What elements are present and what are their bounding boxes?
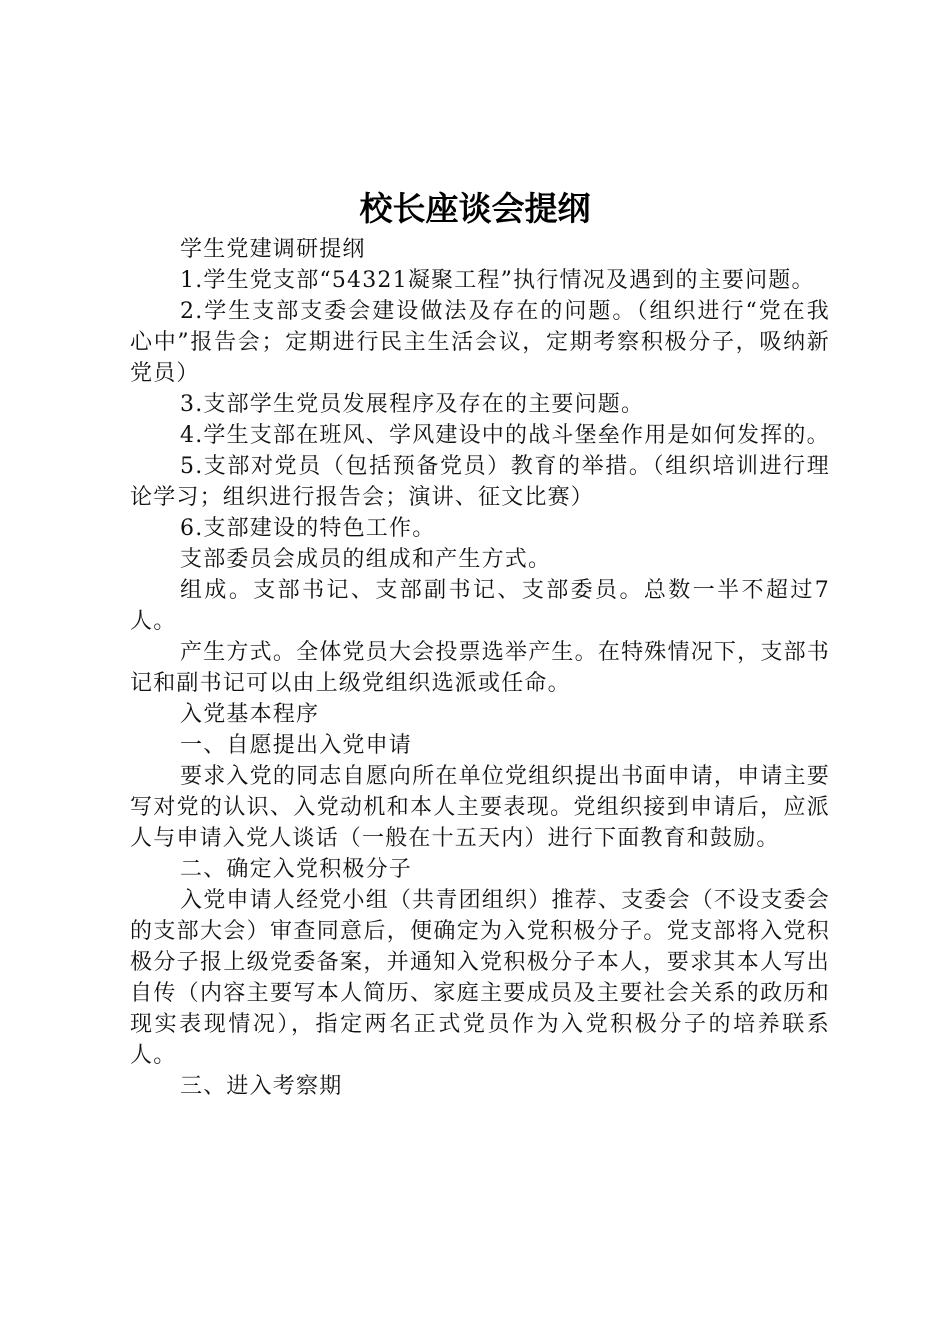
paragraph: 5.支部对党员（包括预备党员）教育的举措。（组织培训进行理论学习；组织进行报告会；演讲、征文比赛） [130,454,830,510]
paragraph: 产生方式。全体党员大会投票选举产生。在特殊情况下，支部书记和副书记可以由上级党组织选派或任命。 [130,640,830,696]
paragraph: 支部委员会成员的组成和产生方式。 [180,547,552,572]
paragraph: 3.支部学生党员发展程序及存在的主要问题。 [180,392,645,417]
paragraph: 2.学生支部支委会建设做法及存在的问题。（组织进行“党在我心中”报告会；定期进行民主生活会议，定期考察积极分子，吸纳新党员） [130,299,830,386]
document-title: 校长座谈会提纲 [359,189,591,228]
paragraph: 入党基本程序 [180,702,320,727]
paragraph: 学生党建调研提纲 [180,237,366,262]
paragraph: 1.学生党支部“54321凝聚工程”执行情况及遇到的主要问题。 [180,268,815,293]
paragraph: 一、自愿提出入党申请 [180,733,413,758]
paragraph: 4.学生支部在班风、学风建设中的战斗堡垒作用是如何发挥的。 [180,423,830,448]
paragraph: 6.支部建设的特色工作。 [180,516,436,541]
paragraph: 入党申请人经党小组（共青团组织）推荐、支委会（不设支委会的支部大会）审查同意后，便确定为入党积极分子。党支部将入党积极分子报上级党委备案，并通知入党积极分子本人，要求其本人写出自传（内容主要写本人简历、家庭主要成员及主要社会关系的政历和现实表现情况），指定两名正式党员作为入党积极分子的培养联系人。 [130,888,830,1068]
paragraph: 二、确定入党积极分子 [180,857,413,882]
paragraph: 要求入党的同志自愿向所在单位党组织提出书面申请，申请主要写对党的认识、入党动机和本人主要表现。党组织接到申请后，应派人与申请入党人谈话（一般在十五天内）进行下面教育和鼓励。 [130,764,830,851]
paragraph: 三、进入考察期 [180,1074,343,1099]
document-body [130,234,830,1102]
paragraph: 组成。支部书记、支部副书记、支部委员。总数一半不超过7人。 [130,578,830,634]
